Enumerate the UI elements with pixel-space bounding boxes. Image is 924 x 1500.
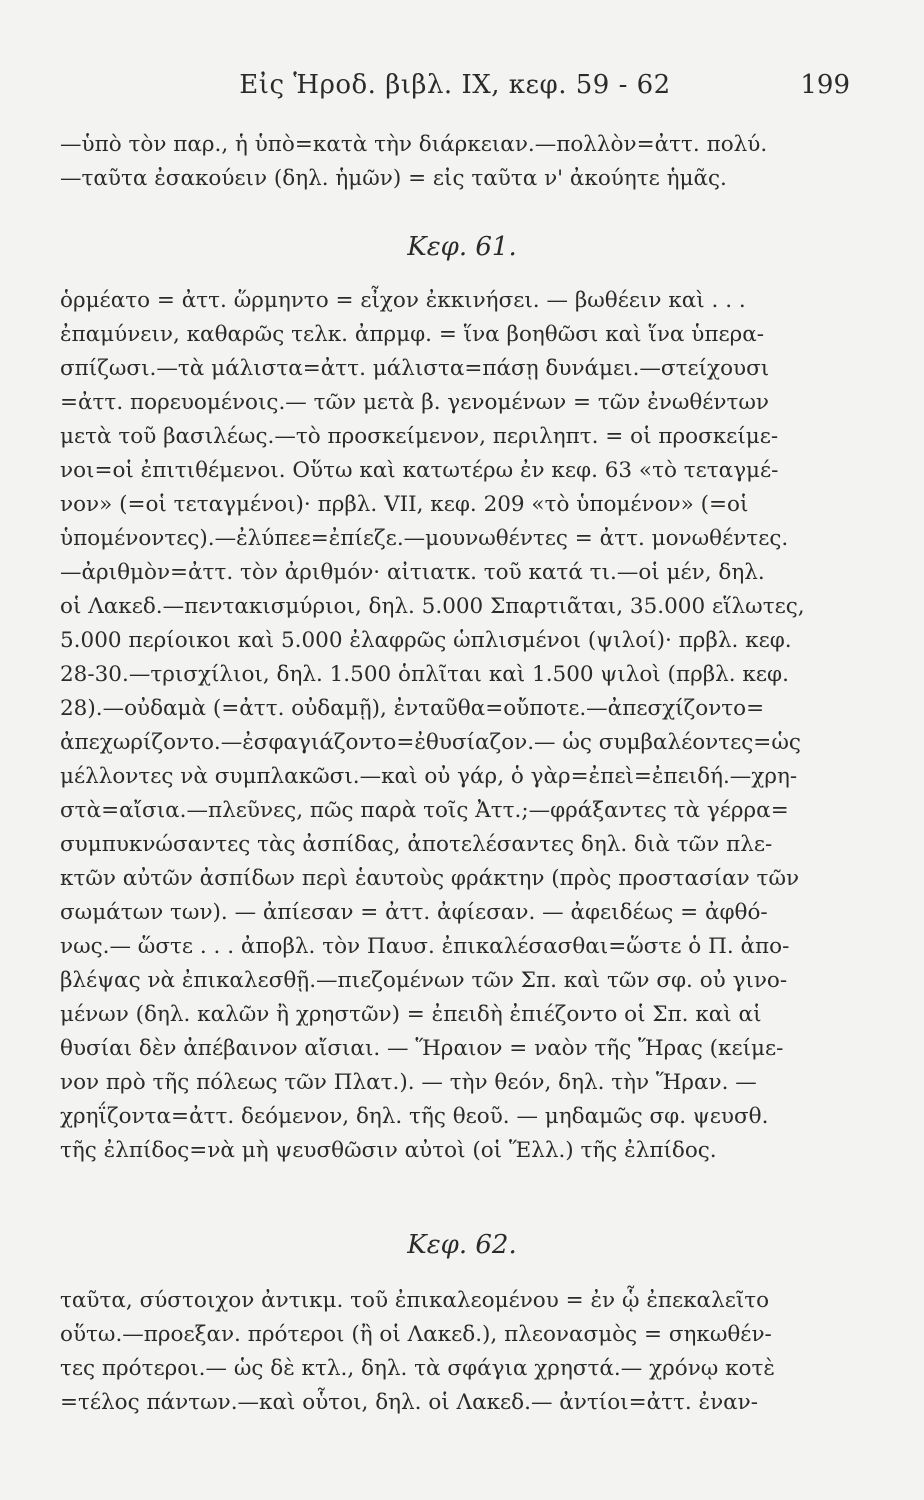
text-line: ὁρμέατο = ἀττ. ὥρμηντο = εἶχον ἐκκινήσει. — βωθέειν καὶ . . . xyxy=(60,288,746,313)
text-line: συμπυκνώσαντες τὰς ἀσπίδας, ἀποτελέσαντες δηλ. διὰ τῶν πλε- xyxy=(60,832,773,857)
text-line: θυσίαι δὲν ἀπέβαινον αἴσιαι. — Ἥραιον = ναὸν τῆς Ἥρας (κείμε- xyxy=(60,1036,784,1061)
text-line: μετὰ τοῦ βασιλέως.—τὸ προσκείμενον, περιληπτ. = οἱ προσκείμε- xyxy=(60,424,779,449)
text-line: στὰ=αἴσια.—πλεῦνες, πῶς παρὰ τοῖς Ἀττ.;—φράξαντες τὰ γέρρα= xyxy=(60,798,789,823)
text-line: ἀπεχωρίζοντο.—ἐσφαγιάζοντο=ἐθυσίαζον.— ὡς συμβαλέοντες=ὡς xyxy=(60,730,801,755)
intro-block xyxy=(60,128,844,196)
text-line: ἐπαμύνειν, καθαρῶς τελκ. ἀπρμφ. = ἵνα βοηθῶσι καὶ ἵνα ὑπερα- xyxy=(60,322,765,347)
text-line: οἱ Λακεδ.—πεντακισμύριοι, δηλ. 5.000 Σπαρτιᾶται, 35.000 εἵλωτες, xyxy=(60,594,805,619)
text-line: μένων (δηλ. καλῶν ἢ χρηστῶν) = ἐπειδὴ ἐπιέζοντο οἱ Σπ. καὶ αἱ xyxy=(60,1002,762,1027)
text-line: =ἀττ. πορευομένοις.— τῶν μετὰ β. γενομένων = τῶν ἐνωθέντων xyxy=(60,390,769,415)
text-line: οὕτω.—προεξαν. πρότεροι (ἢ οἱ Λακεδ.), πλεονασμὸς = σηκωθέν- xyxy=(60,1322,772,1347)
text-line: νοι=οἱ ἐπιτιθέμενοι. Οὕτω καὶ κατωτέρω ἐν κεφ. 63 «τὸ τεταγμέ- xyxy=(60,458,779,483)
page-header xyxy=(60,70,850,110)
chapter-heading: Κεφ. 62. xyxy=(407,1230,517,1260)
text-line: —ταῦτα ἐσακούειν (δηλ. ἡμῶν) = εἰς ταῦτα ν' ἀκούητε ἡμᾶς. xyxy=(60,166,727,191)
chapter-heading: Κεφ. 61. xyxy=(407,232,517,262)
text-line: ταῦτα, σύστοιχον ἀντικμ. τοῦ ἐπικαλεομένου = ἐν ᾧ ἐπεκαλεῖτο xyxy=(60,1288,770,1313)
text-line: σπίζωσι.—τὰ μάλιστα=ἀττ. μάλιστα=πάσῃ δυνάμει.—στείχουσι xyxy=(60,356,770,381)
text-line: τες πρότεροι.— ὡς δὲ κτλ., δηλ. τὰ σφάγια χρηστά.— χρόνῳ κοτὲ xyxy=(60,1356,775,1381)
text-line: =τέλος πάντων.—καὶ οὗτοι, δηλ. οἱ Λακεδ.— ἀντίοι=ἀττ. ἐναν- xyxy=(60,1390,759,1415)
chapter-61-text xyxy=(60,284,844,1168)
text-line: βλέψας νὰ ἐπικαλεσθῇ.—πιεζομένων τῶν Σπ. καὶ τῶν σφ. οὐ γινο- xyxy=(60,968,788,993)
page-number: 199 xyxy=(800,70,850,100)
text-line: ὑπομένοντες).—ἐλύπεε=ἐπίεζε.—μουνωθέντες = ἀττ. μονωθέντες. xyxy=(60,526,789,551)
text-line: νον πρὸ τῆς πόλεως τῶν Πλατ.). — τὴν θεόν, δηλ. τὴν Ἥραν. — xyxy=(60,1070,757,1095)
text-line: κτῶν αὐτῶν ἀσπίδων περὶ ἑαυτοὺς φράκτην (πρὸς προστασίαν τῶν xyxy=(60,866,800,891)
text-line: 28).—οὐδαμὰ (=ἀττ. οὐδαμῇ), ἐνταῦθα=οὔποτε.—ἀπεσχίζοντο= xyxy=(60,696,765,721)
text-line: χρηΐζοντα=ἀττ. δεόμενον, δηλ. τῆς θεοῦ. — μηδαμῶς σφ. ψευσθ. xyxy=(60,1104,769,1129)
text-line: —ἀριθμὸν=ἀττ. τὸν ἀριθμόν· αἰτιατκ. τοῦ κατά τι.—οἱ μέν, δηλ. xyxy=(60,560,765,585)
text-line: 5.000 περίοικοι καὶ 5.000 ἐλαφρῶς ὡπλισμένοι (ψιλοί)· πρβλ. κεφ. xyxy=(60,628,792,653)
text-line: μέλλοντες νὰ συμπλακῶσι.—καὶ οὐ γάρ, ὁ γὰρ=ἐπεὶ=ἐπειδή.—χρη- xyxy=(60,764,798,789)
text-line: νον» (=οἱ τεταγμένοι)· πρβλ. VII, κεφ. 209 «τὸ ὑπομένον» (=οἱ xyxy=(60,492,749,517)
text-line: σωμάτων των). — ἀπίεσαν = ἀττ. ἀφίεσαν. — ἀφειδέως = ἀφθό- xyxy=(60,900,768,925)
text-line: —ὑπὸ τὸν παρ., ἡ ὑπὸ=κατὰ τὴν διάρκειαν.—πολλὸν=ἀττ. πολύ. xyxy=(60,132,768,157)
running-head: Εἰς Ἡροδ. βιβλ. IX, κεφ. 59 - 62 xyxy=(239,70,671,100)
text-line: 28-30.—τρισχίλιοι, δηλ. 1.500 ὁπλῖται καὶ 1.500 ψιλοὶ (πρβλ. κεφ. xyxy=(60,662,789,687)
chapter-62-text xyxy=(60,1284,844,1420)
text-line: τῆς ἐλπίδος=νὰ μὴ ψευσθῶσιν αὐτοὶ (οἱ Ἕλλ.) τῆς ἐλπίδος. xyxy=(60,1138,717,1163)
text-line: νως.— ὥστε . . . ἀποβλ. τὸν Παυσ. ἐπικαλέσασθαι=ὥστε ὁ Π. ἀπο- xyxy=(60,934,790,959)
